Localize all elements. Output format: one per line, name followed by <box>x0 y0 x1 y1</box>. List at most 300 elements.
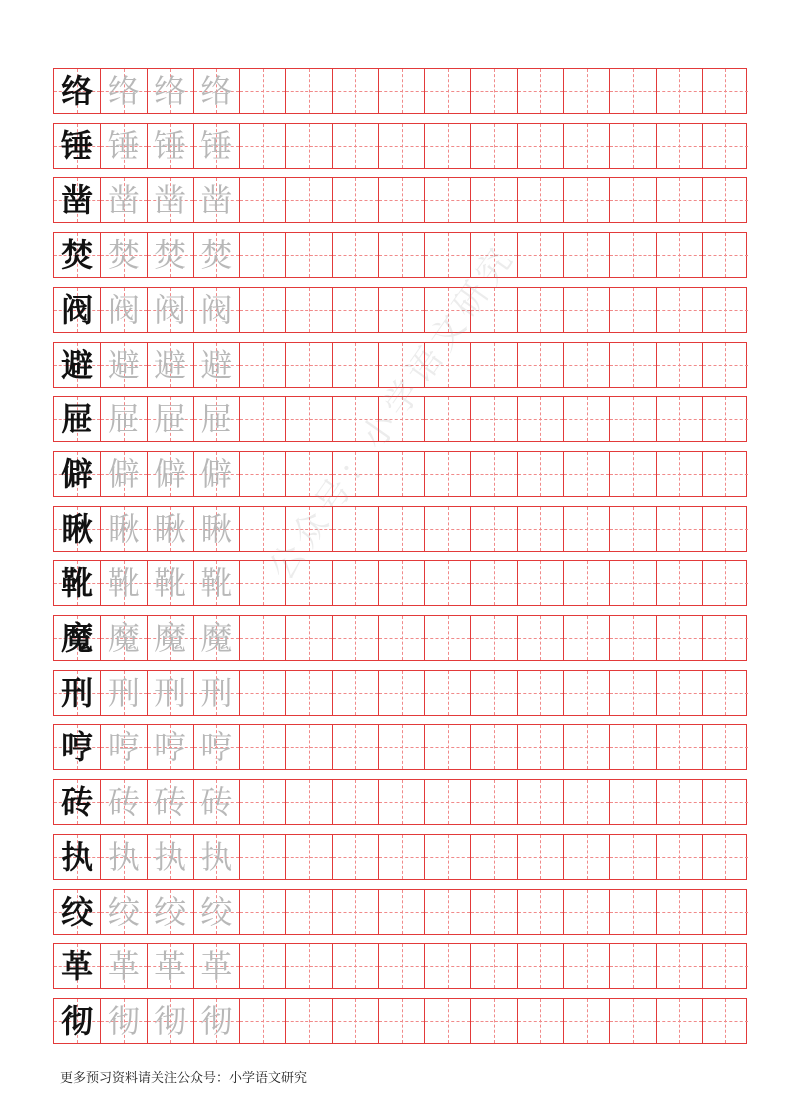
grid-cell[interactable] <box>656 69 702 113</box>
grid-cell[interactable] <box>517 725 563 769</box>
grid-cell[interactable] <box>239 999 285 1043</box>
grid-cell[interactable] <box>332 343 378 387</box>
grid-cell[interactable] <box>656 178 702 222</box>
model-character: 僻 <box>61 454 94 493</box>
grid-cell[interactable] <box>285 671 331 715</box>
grid-cell <box>147 343 193 387</box>
grid-cell[interactable] <box>424 561 470 605</box>
trace-character: 瞅 <box>200 509 233 548</box>
grid-cell[interactable] <box>656 671 702 715</box>
grid-cell[interactable] <box>285 69 331 113</box>
grid-cell[interactable] <box>470 178 516 222</box>
grid-cell[interactable] <box>285 397 331 441</box>
model-character: 瞅 <box>61 509 94 548</box>
trace-character: 焚 <box>154 236 187 275</box>
grid-cell <box>193 233 239 277</box>
model-character: 砖 <box>61 783 94 822</box>
grid-cell[interactable] <box>517 288 563 332</box>
practice-row <box>53 889 747 935</box>
grid-cell <box>100 233 146 277</box>
grid-cell <box>193 178 239 222</box>
grid-cell[interactable] <box>656 835 702 879</box>
trace-character: 砖 <box>107 783 140 822</box>
grid-cell <box>54 725 100 769</box>
grid-cell[interactable] <box>424 725 470 769</box>
grid-cell[interactable] <box>332 178 378 222</box>
trace-character: 避 <box>200 345 233 384</box>
grid-cell[interactable] <box>332 288 378 332</box>
grid-cell[interactable] <box>424 890 470 934</box>
practice-row <box>53 834 747 880</box>
grid-cell <box>100 452 146 496</box>
grid-cell <box>193 999 239 1043</box>
grid-cell[interactable] <box>378 725 424 769</box>
grid-cell[interactable] <box>656 452 702 496</box>
grid-cell[interactable] <box>609 507 655 551</box>
practice-row <box>53 998 747 1044</box>
grid-cell[interactable] <box>609 124 655 168</box>
grid-cell[interactable] <box>378 999 424 1043</box>
grid-cell <box>100 999 146 1043</box>
grid-cell[interactable] <box>285 999 331 1043</box>
grid-cell[interactable] <box>609 671 655 715</box>
grid-cell[interactable] <box>239 288 285 332</box>
grid-cell <box>147 178 193 222</box>
grid-cell <box>100 124 146 168</box>
grid-cell[interactable] <box>656 725 702 769</box>
practice-row <box>53 615 747 661</box>
grid-cell <box>54 69 100 113</box>
grid-cell[interactable] <box>470 124 516 168</box>
grid-cell[interactable] <box>563 835 609 879</box>
model-character: 络 <box>61 72 94 110</box>
trace-character: 靴 <box>200 564 233 603</box>
trace-character: 避 <box>107 345 140 384</box>
grid-cell[interactable] <box>702 671 748 715</box>
grid-cell <box>100 725 146 769</box>
trace-character: 执 <box>154 837 187 876</box>
trace-character: 哼 <box>200 728 233 767</box>
grid-cell[interactable] <box>702 69 748 113</box>
grid-cell[interactable] <box>285 780 331 824</box>
grid-cell <box>147 999 193 1043</box>
trace-character: 绞 <box>107 892 140 931</box>
grid-cell[interactable] <box>563 890 609 934</box>
trace-character: 革 <box>107 947 140 986</box>
trace-character: 哼 <box>154 728 187 767</box>
grid-cell[interactable] <box>239 725 285 769</box>
grid-cell[interactable] <box>656 780 702 824</box>
grid-cell <box>54 944 100 988</box>
grid-cell[interactable] <box>424 616 470 660</box>
trace-character: 僻 <box>200 454 233 493</box>
grid-cell[interactable] <box>285 944 331 988</box>
grid-cell[interactable] <box>702 452 748 496</box>
grid-cell <box>193 890 239 934</box>
grid-cell <box>147 890 193 934</box>
model-character: 凿 <box>61 181 94 220</box>
trace-character: 避 <box>154 345 187 384</box>
grid-cell[interactable] <box>424 178 470 222</box>
grid-cell <box>193 944 239 988</box>
grid-cell <box>147 835 193 879</box>
grid-cell[interactable] <box>656 507 702 551</box>
grid-cell <box>147 452 193 496</box>
grid-cell <box>100 397 146 441</box>
grid-cell[interactable] <box>470 780 516 824</box>
grid-cell <box>100 343 146 387</box>
grid-cell <box>193 397 239 441</box>
grid-cell[interactable] <box>424 999 470 1043</box>
grid-cell[interactable] <box>609 999 655 1043</box>
grid-cell[interactable] <box>517 835 563 879</box>
trace-character: 络 <box>107 72 140 110</box>
grid-cell[interactable] <box>239 233 285 277</box>
grid-cell[interactable] <box>563 288 609 332</box>
practice-row <box>53 506 747 552</box>
grid-cell[interactable] <box>378 616 424 660</box>
trace-character: 阀 <box>154 290 187 329</box>
grid-cell[interactable] <box>702 561 748 605</box>
grid-cell[interactable] <box>563 507 609 551</box>
grid-cell[interactable] <box>424 671 470 715</box>
grid-cell[interactable] <box>378 507 424 551</box>
grid-cell[interactable] <box>332 780 378 824</box>
grid-cell[interactable] <box>470 999 516 1043</box>
grid-cell[interactable] <box>285 616 331 660</box>
grid-cell[interactable] <box>285 288 331 332</box>
grid-cell[interactable] <box>563 944 609 988</box>
grid-cell[interactable] <box>517 616 563 660</box>
grid-cell <box>100 890 146 934</box>
grid-cell[interactable] <box>470 671 516 715</box>
grid-cell[interactable] <box>609 288 655 332</box>
grid-cell[interactable] <box>424 124 470 168</box>
grid-cell[interactable] <box>702 178 748 222</box>
grid-cell[interactable] <box>424 835 470 879</box>
grid-cell[interactable] <box>563 616 609 660</box>
grid-cell[interactable] <box>332 944 378 988</box>
grid-cell <box>147 780 193 824</box>
grid-cell[interactable] <box>470 507 516 551</box>
grid-cell <box>54 671 100 715</box>
grid-cell[interactable] <box>424 780 470 824</box>
grid-cell <box>100 288 146 332</box>
grid-cell[interactable] <box>470 944 516 988</box>
grid-cell <box>54 780 100 824</box>
practice-row <box>53 670 747 716</box>
grid-cell[interactable] <box>563 397 609 441</box>
trace-character: 靴 <box>107 564 140 603</box>
practice-row <box>53 779 747 825</box>
grid-cell[interactable] <box>609 725 655 769</box>
grid-cell <box>147 616 193 660</box>
grid-cell[interactable] <box>656 616 702 660</box>
practice-row <box>53 68 747 114</box>
grid-cell[interactable] <box>517 944 563 988</box>
grid-cell[interactable] <box>332 671 378 715</box>
grid-cell[interactable] <box>563 561 609 605</box>
model-character: 彻 <box>61 1001 94 1040</box>
grid-cell[interactable] <box>517 780 563 824</box>
grid-cell[interactable] <box>609 69 655 113</box>
grid-cell[interactable] <box>378 944 424 988</box>
practice-row <box>53 560 747 606</box>
trace-character: 凿 <box>154 181 187 220</box>
grid-cell[interactable] <box>470 397 516 441</box>
trace-character: 绞 <box>154 892 187 931</box>
grid-cell[interactable] <box>517 561 563 605</box>
trace-character: 僻 <box>107 454 140 493</box>
grid-cell[interactable] <box>517 124 563 168</box>
trace-character: 刑 <box>154 673 187 712</box>
grid-cell[interactable] <box>378 780 424 824</box>
trace-character: 锤 <box>154 126 187 165</box>
grid-cell[interactable] <box>563 124 609 168</box>
practice-row <box>53 123 747 169</box>
grid-cell[interactable] <box>378 671 424 715</box>
grid-cell[interactable] <box>702 397 748 441</box>
grid-cell[interactable] <box>609 616 655 660</box>
grid-cell[interactable] <box>702 999 748 1043</box>
grid-cell[interactable] <box>470 890 516 934</box>
grid-cell[interactable] <box>239 890 285 934</box>
grid-cell <box>54 288 100 332</box>
model-character: 魔 <box>61 619 94 657</box>
grid-cell[interactable] <box>378 124 424 168</box>
grid-cell <box>54 124 100 168</box>
grid-cell[interactable] <box>656 288 702 332</box>
grid-cell[interactable] <box>285 233 331 277</box>
grid-cell[interactable] <box>563 69 609 113</box>
grid-cell[interactable] <box>332 835 378 879</box>
trace-character: 彻 <box>107 1001 140 1040</box>
grid-cell[interactable] <box>656 233 702 277</box>
grid-cell[interactable] <box>609 944 655 988</box>
grid-cell[interactable] <box>239 397 285 441</box>
grid-cell[interactable] <box>239 452 285 496</box>
grid-cell <box>100 944 146 988</box>
model-character: 革 <box>61 947 94 986</box>
grid-cell[interactable] <box>378 233 424 277</box>
grid-cell[interactable] <box>702 835 748 879</box>
trace-character: 砖 <box>154 783 187 822</box>
grid-cell[interactable] <box>563 452 609 496</box>
trace-character: 刑 <box>107 673 140 712</box>
practice-row <box>53 943 747 989</box>
grid-cell[interactable] <box>702 780 748 824</box>
grid-cell[interactable] <box>702 124 748 168</box>
grid-cell <box>147 725 193 769</box>
grid-cell[interactable] <box>332 561 378 605</box>
grid-cell[interactable] <box>563 671 609 715</box>
grid-cell[interactable] <box>609 343 655 387</box>
grid-cell[interactable] <box>517 397 563 441</box>
trace-character: 凿 <box>200 181 233 220</box>
grid-cell <box>54 343 100 387</box>
grid-cell[interactable] <box>378 69 424 113</box>
trace-character: 彻 <box>200 1001 233 1040</box>
grid-cell[interactable] <box>656 397 702 441</box>
grid-cell[interactable] <box>517 452 563 496</box>
trace-character: 络 <box>154 72 187 110</box>
grid-cell[interactable] <box>656 561 702 605</box>
grid-cell <box>100 69 146 113</box>
grid-cell[interactable] <box>702 343 748 387</box>
grid-cell[interactable] <box>517 671 563 715</box>
grid-cell[interactable] <box>702 288 748 332</box>
grid-cell[interactable] <box>470 835 516 879</box>
trace-character: 魔 <box>200 619 233 657</box>
grid-cell[interactable] <box>609 178 655 222</box>
grid-cell[interactable] <box>656 124 702 168</box>
trace-character: 屉 <box>107 400 140 439</box>
grid-cell[interactable] <box>702 233 748 277</box>
grid-cell[interactable] <box>239 671 285 715</box>
grid-cell[interactable] <box>517 69 563 113</box>
grid-cell[interactable] <box>332 616 378 660</box>
grid-cell[interactable] <box>702 725 748 769</box>
trace-character: 靴 <box>154 564 187 603</box>
grid-cell <box>193 507 239 551</box>
grid-cell[interactable] <box>332 124 378 168</box>
grid-cell[interactable] <box>332 890 378 934</box>
grid-cell <box>193 452 239 496</box>
grid-cell[interactable] <box>656 890 702 934</box>
grid-cell[interactable] <box>239 835 285 879</box>
watermark-text: 公众号：小学语文研究 <box>261 236 524 588</box>
grid-cell[interactable] <box>702 616 748 660</box>
grid-cell[interactable] <box>609 780 655 824</box>
trace-character: 焚 <box>107 236 140 275</box>
grid-cell[interactable] <box>378 178 424 222</box>
grid-cell[interactable] <box>702 507 748 551</box>
grid-cell[interactable] <box>517 507 563 551</box>
grid-cell[interactable] <box>332 999 378 1043</box>
grid-cell[interactable] <box>470 343 516 387</box>
grid-cell[interactable] <box>609 397 655 441</box>
trace-character: 刑 <box>200 673 233 712</box>
grid-cell[interactable] <box>609 835 655 879</box>
grid-cell <box>54 507 100 551</box>
grid-cell[interactable] <box>285 178 331 222</box>
model-character: 焚 <box>61 236 94 275</box>
grid-cell[interactable] <box>563 233 609 277</box>
grid-cell[interactable] <box>424 944 470 988</box>
grid-cell[interactable] <box>470 452 516 496</box>
trace-character: 革 <box>200 947 233 986</box>
grid-cell[interactable] <box>378 288 424 332</box>
grid-cell[interactable] <box>656 999 702 1043</box>
practice-row <box>53 451 747 497</box>
grid-cell[interactable] <box>609 233 655 277</box>
grid-cell <box>54 561 100 605</box>
trace-character: 瞅 <box>107 509 140 548</box>
grid-cell[interactable] <box>563 343 609 387</box>
grid-cell[interactable] <box>285 725 331 769</box>
trace-character: 魔 <box>154 619 187 657</box>
grid-cell <box>193 780 239 824</box>
trace-character: 焚 <box>200 236 233 275</box>
grid-cell[interactable] <box>702 944 748 988</box>
grid-cell[interactable] <box>378 890 424 934</box>
trace-character: 僻 <box>154 454 187 493</box>
grid-cell[interactable] <box>285 124 331 168</box>
model-character: 靴 <box>61 564 94 603</box>
grid-cell[interactable] <box>239 616 285 660</box>
grid-cell[interactable] <box>702 890 748 934</box>
grid-cell[interactable] <box>332 69 378 113</box>
grid-cell[interactable] <box>239 178 285 222</box>
grid-cell <box>54 616 100 660</box>
grid-cell[interactable] <box>424 507 470 551</box>
grid-cell[interactable] <box>563 725 609 769</box>
trace-character: 阀 <box>200 290 233 329</box>
grid-cell[interactable] <box>656 343 702 387</box>
grid-cell[interactable] <box>470 725 516 769</box>
grid-cell[interactable] <box>239 69 285 113</box>
grid-cell[interactable] <box>609 452 655 496</box>
grid-cell[interactable] <box>517 890 563 934</box>
grid-cell[interactable] <box>378 835 424 879</box>
grid-cell[interactable] <box>656 944 702 988</box>
grid-cell[interactable] <box>424 397 470 441</box>
grid-cell[interactable] <box>517 178 563 222</box>
grid-cell <box>147 124 193 168</box>
grid-cell <box>54 233 100 277</box>
grid-cell[interactable] <box>285 835 331 879</box>
grid-cell <box>147 288 193 332</box>
grid-cell[interactable] <box>285 343 331 387</box>
grid-cell <box>147 69 193 113</box>
grid-cell[interactable] <box>332 725 378 769</box>
grid-cell[interactable] <box>424 69 470 113</box>
grid-cell[interactable] <box>517 343 563 387</box>
grid-cell[interactable] <box>332 233 378 277</box>
trace-character: 阀 <box>107 290 140 329</box>
grid-cell[interactable] <box>609 890 655 934</box>
grid-cell <box>147 561 193 605</box>
grid-cell[interactable] <box>239 343 285 387</box>
grid-cell <box>100 507 146 551</box>
trace-character: 砖 <box>200 783 233 822</box>
grid-cell[interactable] <box>424 452 470 496</box>
grid-cell[interactable] <box>239 944 285 988</box>
trace-character: 瞅 <box>154 509 187 548</box>
trace-character: 凿 <box>107 181 140 220</box>
grid-cell[interactable] <box>285 890 331 934</box>
grid-cell[interactable] <box>239 124 285 168</box>
trace-character: 屉 <box>154 400 187 439</box>
grid-cell[interactable] <box>563 999 609 1043</box>
grid-cell[interactable] <box>378 561 424 605</box>
grid-cell[interactable] <box>239 780 285 824</box>
grid-cell[interactable] <box>517 999 563 1043</box>
model-character: 绞 <box>61 892 94 931</box>
grid-cell <box>147 397 193 441</box>
grid-cell <box>193 725 239 769</box>
grid-cell[interactable] <box>563 178 609 222</box>
grid-cell <box>54 999 100 1043</box>
grid-cell[interactable] <box>517 233 563 277</box>
model-character: 阀 <box>61 290 94 329</box>
grid-cell <box>193 69 239 113</box>
grid-cell[interactable] <box>470 69 516 113</box>
grid-cell[interactable] <box>470 561 516 605</box>
grid-cell[interactable] <box>609 561 655 605</box>
grid-cell[interactable] <box>563 780 609 824</box>
grid-cell[interactable] <box>470 616 516 660</box>
